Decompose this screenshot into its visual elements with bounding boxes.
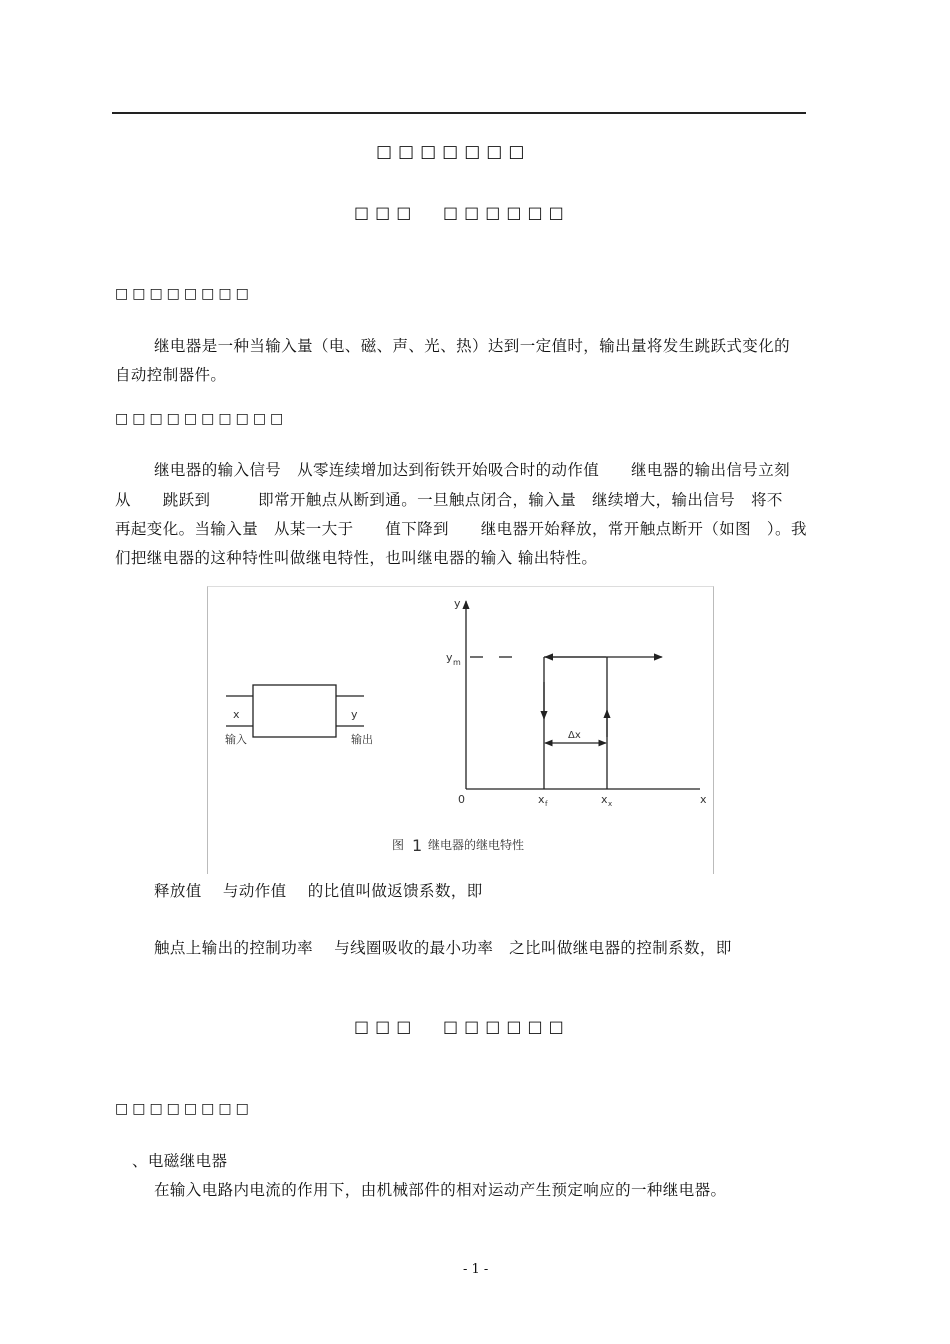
output-text-label: 输出: [351, 733, 373, 746]
chapter2-title: □□□□□□: [443, 1017, 570, 1036]
characteristic-line-2: 从 跳跃到 即常开触点从断到通。一旦触点闭合，输入量 继续增大，输出信号 将不: [115, 491, 783, 509]
delta-x-label: Δx: [568, 730, 581, 741]
section3-heading: □□□□□□□□: [115, 1101, 253, 1117]
page-number: - 1 -: [463, 1262, 489, 1277]
relay-box: [253, 685, 336, 737]
input-var-label: x: [233, 708, 240, 721]
figure-caption-text: 继电器的继电特性: [428, 838, 525, 852]
doc-title: □□□□□□□: [376, 142, 531, 162]
control-coefficient-line: 触点上输出的控制功率 与线圈吸收的最小功率 之比叫做继电器的控制系数，即: [154, 939, 732, 957]
output-var-label: y: [351, 708, 358, 721]
relay-block-diagram: [225, 685, 373, 746]
y-axis-label: y: [454, 597, 461, 610]
xf-label: x: [538, 793, 545, 806]
figure-caption-number: 1: [412, 836, 423, 855]
header-rule: [112, 112, 806, 114]
xx-subscript: x: [608, 800, 613, 808]
relay-diagram-svg: [208, 587, 713, 874]
xx-label: x: [601, 793, 608, 806]
feedback-coefficient-line: 释放值 与动作值 的比值叫做返馈系数，即: [154, 882, 483, 900]
chapter1-title: □□□□□□: [443, 203, 570, 222]
definition-line-2: 自动控制器件。: [115, 366, 227, 384]
x-axis-label: x: [700, 793, 707, 806]
input-text-label: 输入: [225, 733, 247, 746]
characteristic-line-3: 再起变化。当输入量 从某一大于 值下降到 继电器开始释放，常开触点断开（如图 ）。我: [115, 520, 807, 538]
figure-caption-prefix: 图: [392, 838, 405, 852]
chapter1-number: □□□: [354, 203, 418, 222]
section1-heading: □□□□□□□□: [115, 286, 253, 302]
item1-description: 在输入电路内电流的作用下，由机械部件的相对运动产生预定响应的一种继电器。: [154, 1181, 727, 1199]
characteristic-line-1: 继电器的输入信号 从零连续增加达到衔铁开始吸合时的动作值 继电器的输出信号立刻: [154, 461, 791, 479]
ym-subscript: m: [453, 658, 461, 667]
section2-heading: □□□□□□□□□□: [115, 411, 288, 427]
characteristic-line-4: 们把继电器的这种特性叫做继电特性，也叫继电器的输入 输出特性。: [115, 549, 598, 567]
relay-characteristic-figure: [207, 586, 714, 874]
ym-label: y: [446, 651, 453, 664]
item1-title: 、电磁继电器: [132, 1152, 228, 1170]
xf-subscript: f: [545, 800, 548, 808]
characteristic-plot: [392, 597, 707, 855]
definition-line-1: 继电器是一种当输入量（电、磁、声、光、热）达到一定值时，输出量将发生跳跃式变化的: [154, 337, 791, 355]
chapter2-number: □□□: [354, 1017, 418, 1036]
origin-label: 0: [458, 793, 465, 806]
